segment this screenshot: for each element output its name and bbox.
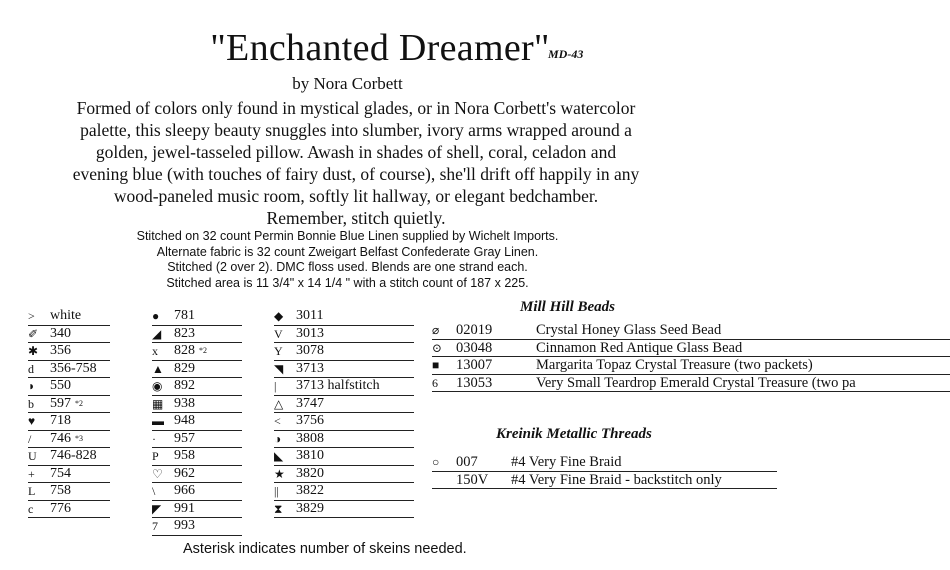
dmc-color-row [28, 308, 110, 326]
chart-symbol-icon: 7 [152, 519, 158, 533]
beads-row [432, 375, 950, 393]
chart-symbol-icon: || [274, 484, 279, 498]
chart-symbol-icon: < [274, 414, 281, 428]
chart-symbol-icon: ⧗ [274, 501, 283, 516]
dmc-color-row [152, 361, 242, 379]
dmc-color-number: 3820 [296, 465, 324, 481]
beads-code: 03048 [456, 339, 493, 356]
beads-code: 13007 [456, 357, 493, 373]
dmc-color-row [152, 326, 242, 344]
skein-count: *3 [75, 433, 83, 443]
description [0, 97, 712, 229]
dmc-color-number: 781 [174, 308, 195, 323]
dmc-color-row [274, 361, 414, 379]
chart-symbol-icon: ▦ [152, 396, 164, 411]
dmc-color-row [28, 343, 110, 361]
dmc-color-number: 3829 [296, 500, 324, 516]
dmc-color-number: 758 [50, 483, 71, 498]
dmc-color-row [152, 308, 242, 326]
dmc-color-row [28, 466, 110, 484]
dmc-color-row [274, 378, 414, 396]
byline: by Nora Corbett [292, 74, 403, 93]
note-line: Stitched area is 11 3/4" x 14 1/4 " with a stitch count of 187 x 225. [166, 275, 529, 290]
dmc-color-row [152, 378, 242, 396]
stitching-notes [0, 229, 695, 291]
dmc-color-row [274, 501, 414, 519]
dmc-color-number: 892 [174, 378, 195, 393]
kreinik-heading: Kreinik Metallic Threads [496, 426, 652, 442]
beads-name: Cinnamon Red Antique Glass Bead [536, 339, 743, 356]
chart-symbol-icon: ✱ [28, 344, 39, 358]
dmc-color-row [28, 448, 110, 466]
chart-symbol-icon: ⌀ [432, 323, 440, 337]
dmc-color-number: 829 [174, 360, 195, 376]
chart-symbol-icon: U [28, 449, 37, 463]
dmc-color-row [28, 378, 110, 396]
dmc-color-row [28, 413, 110, 431]
dmc-color-number: 3756 [296, 413, 324, 428]
chart-symbol-icon: > [28, 309, 35, 323]
beads-list [432, 322, 950, 392]
chart-symbol-icon: 6 [432, 375, 438, 390]
dmc-color-number: 993 [174, 518, 195, 533]
dmc-color-number: 356 [50, 343, 71, 358]
dmc-color-row [152, 466, 242, 484]
dmc-color-number: 828 [174, 343, 195, 358]
dmc-color-number: 746-828 [50, 448, 97, 463]
dmc-color-row [152, 483, 242, 501]
dmc-color-list-2 [152, 308, 242, 536]
description-line: Remember, stitch quietly. [266, 208, 446, 228]
chart-symbol-icon: x [152, 344, 158, 358]
chart-symbol-icon: · [152, 431, 156, 446]
dmc-color-number: 3810 [296, 448, 324, 463]
beads-code: 13053 [456, 374, 493, 391]
chart-symbol-icon: ◗ [28, 379, 36, 393]
dmc-color-number: 991 [174, 500, 195, 516]
kreinik-row [432, 472, 777, 490]
dmc-color-number: 3713 halfstitch [296, 378, 380, 393]
dmc-color-row [152, 431, 242, 449]
dmc-color-number: 3011 [296, 308, 324, 323]
skein-count: *2 [75, 398, 83, 408]
dmc-color-row [28, 361, 110, 379]
dmc-color-number: 356-758 [50, 360, 97, 376]
dmc-color-number: 3713 [296, 360, 324, 376]
chart-symbol-icon: c [28, 501, 34, 516]
chart-symbol-icon: ◤ [152, 501, 162, 516]
chart-symbol-icon: ◢ [152, 326, 162, 341]
beads-row [432, 340, 950, 358]
kreinik-name: #4 Very Fine Braid - backstitch only [511, 471, 722, 488]
dmc-color-row [152, 343, 242, 361]
dmc-color-row [152, 413, 242, 431]
dmc-color-number: 550 [50, 378, 71, 393]
beads-row [432, 357, 950, 375]
beads-code: 02019 [456, 322, 493, 338]
dmc-color-row [28, 396, 110, 414]
chart-symbol-icon: ◉ [152, 379, 163, 393]
dmc-color-row [152, 396, 242, 414]
dmc-color-list-3 [274, 308, 414, 518]
dmc-color-number: 823 [174, 325, 195, 341]
beads-name: Margarita Topaz Crystal Treasure (two packets) [536, 357, 813, 373]
dmc-color-number: white [50, 308, 82, 323]
kreinik-code: 007 [456, 454, 478, 470]
chart-symbol-icon: ◣ [274, 449, 284, 463]
chart-symbol-icon: ♥ [28, 414, 36, 428]
dmc-color-number: 746 [50, 430, 71, 446]
chart-symbol-icon: P [152, 449, 159, 463]
dmc-color-number: 3822 [296, 483, 324, 498]
dmc-color-row [28, 431, 110, 449]
chart-symbol-icon: ♡ [152, 466, 163, 481]
dmc-color-row [28, 501, 110, 519]
dmc-color-row [274, 431, 414, 449]
dmc-color-row [152, 518, 242, 536]
chart-symbol-icon: ▬ [152, 414, 164, 428]
chart-symbol-icon: ■ [432, 358, 440, 372]
description-line: wood-paneled music room, softly lit hallway, or elegant bedchamber. [113, 186, 599, 206]
description-line: evening blue (with touches of fairy dust, of course), she'll drift off happily in any [72, 164, 640, 184]
note-line: Stitched on 32 count Permin Bonnie Blue Linen supplied by Wichelt Imports. [136, 229, 559, 243]
chart-symbol-icon: ◑ [274, 431, 282, 446]
dmc-color-number: 3078 [296, 343, 324, 358]
dmc-color-number: 948 [174, 413, 195, 428]
dmc-color-number: 597 [50, 395, 71, 411]
chart-symbol-icon: L [28, 484, 36, 498]
note-line: Alternate fabric is 32 count Zweigart Belfast Confederate Gray Linen. [156, 244, 539, 259]
dmc-color-number: 957 [174, 430, 195, 446]
kreinik-code: 150V [456, 471, 489, 488]
dmc-color-number: 962 [174, 465, 195, 481]
dmc-color-row [152, 501, 242, 519]
dmc-color-row [274, 343, 414, 361]
chart-symbol-icon: ○ [432, 455, 440, 469]
chart-symbol-icon: ● [152, 309, 160, 323]
description-line: Formed of colors only found in mystical glades, or in Nora Corbett's watercolor [76, 98, 636, 118]
chart-symbol-icon: △ [274, 396, 284, 411]
dmc-color-number: 938 [174, 395, 195, 411]
chart-symbol-icon: | [274, 379, 277, 393]
chart-symbol-icon: ✐ [28, 326, 39, 341]
dmc-color-list-1 [28, 308, 110, 518]
dmc-color-row [152, 448, 242, 466]
dmc-color-number: 718 [50, 413, 71, 428]
kreinik-row [432, 454, 777, 472]
chart-symbol-icon: ◆ [274, 309, 284, 323]
dmc-color-row [274, 396, 414, 414]
chart-symbol-icon: ▲ [152, 361, 164, 376]
skein-count: *2 [199, 346, 207, 355]
chart-symbol-icon: ◥ [274, 361, 284, 376]
description-line: palette, this sleepy beauty snuggles into slumber, ivory arms wrapped around a [80, 120, 632, 140]
chart-symbol-icon: d [28, 361, 34, 376]
dmc-color-row [274, 413, 414, 431]
beads-name: Very Small Teardrop Emerald Crystal Treasure (two pa [536, 374, 856, 391]
dmc-color-number: 966 [174, 483, 195, 498]
chart-symbol-icon: \ [152, 484, 156, 498]
dmc-color-row [274, 326, 414, 344]
chart-symbol-icon: b [28, 396, 34, 411]
chart-symbol-icon: V [274, 326, 283, 341]
beads-heading: Mill Hill Beads [520, 299, 616, 315]
footnote: Asterisk indicates number of skeins needed. [183, 541, 467, 557]
kreinik-name: #4 Very Fine Braid [511, 454, 622, 470]
dmc-color-number: 340 [50, 325, 71, 341]
page-title: "Enchanted Dreamer" [210, 27, 550, 69]
beads-row [432, 322, 950, 340]
note-line: Stitched (2 over 2). DMC floss used. Blends are one strand each. [167, 260, 528, 274]
chart-symbol-icon: ★ [274, 466, 285, 481]
beads-name: Crystal Honey Glass Seed Bead [536, 322, 722, 338]
dmc-color-row [274, 466, 414, 484]
description-line: golden, jewel-tasseled pillow. Awash in shades of shell, coral, celadon and [95, 142, 617, 162]
dmc-color-number: 958 [174, 448, 195, 463]
chart-symbol-icon: / [28, 431, 32, 446]
kreinik-list [432, 454, 777, 489]
dmc-color-row [28, 326, 110, 344]
dmc-color-number: 3808 [296, 430, 324, 446]
dmc-color-number: 776 [50, 500, 71, 516]
dmc-color-number: 3747 [296, 395, 324, 411]
design-code: MD-43 [548, 47, 584, 61]
dmc-color-row [274, 448, 414, 466]
chart-symbol-icon: Y [274, 344, 283, 358]
dmc-color-row [274, 483, 414, 501]
dmc-color-number: 754 [50, 465, 71, 481]
dmc-color-row [28, 483, 110, 501]
dmc-color-row [274, 308, 414, 326]
chart-symbol-icon: ⊙ [432, 340, 443, 355]
dmc-color-number: 3013 [296, 325, 324, 341]
chart-symbol-icon: + [28, 466, 35, 481]
